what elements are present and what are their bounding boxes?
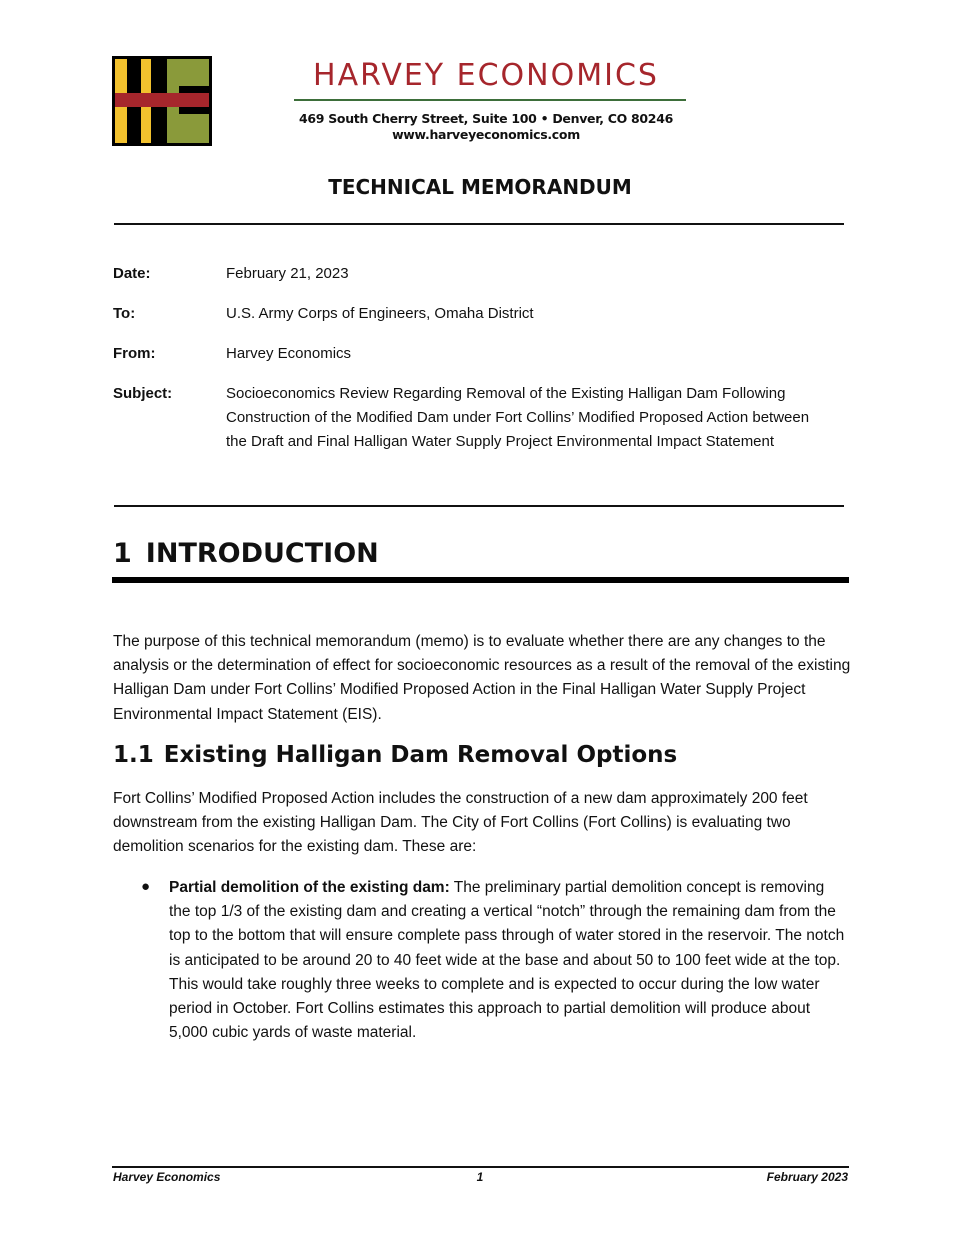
from-value: Harvey Economics — [226, 345, 352, 362]
subsection-heading-dam-removal — [113, 742, 677, 768]
page-number: 1 — [476, 1170, 484, 1184]
memo-title: TECHNICAL MEMORANDUM — [328, 175, 632, 199]
subsection-number: 1.1 — [113, 742, 154, 768]
section-rule — [112, 577, 849, 583]
footer-date: February 2023 — [766, 1170, 848, 1184]
company-address: 469 South Cherry Street, Suite 100 • Denver, CO 80246 — [298, 111, 674, 126]
section-number: 1 — [113, 538, 132, 569]
subsection-title: Existing Halligan Dam Removal Options — [163, 742, 678, 768]
subject-label: Subject: — [113, 385, 173, 402]
footer-company: Harvey Economics — [113, 1170, 221, 1184]
company-website: www.harveyeconomics.com — [392, 127, 580, 142]
section-heading-introduction — [113, 538, 379, 569]
to-label: To: — [113, 305, 136, 322]
dam-removal-paragraph: Fort Collins’ Modified Proposed Action includes the construction of a new dam approximately 200 feet downstream from the existing Halligan Dam. The City of Fort Collins (Fort Collins) is evaluating two demolition scenarios for the existing dam. These are: — [113, 790, 808, 856]
to-value: U.S. Army Corps of Engineers, Omaha District — [226, 305, 534, 322]
date-label: Date: — [113, 265, 151, 282]
bullet-lead: Partial demolition of the existing dam: — [169, 879, 450, 896]
letterhead-rule — [294, 99, 686, 101]
subject-value: Socioeconomics Review Regarding Removal of the Existing Halligan Dam Following Construction of the Modified Dam under Fort Collins’ Modified Proposed Action between the Draft and Final Halligan Water Supply Project Environmental Impact Statement — [226, 385, 810, 450]
title-rule — [114, 223, 844, 225]
list-item — [169, 876, 849, 1045]
footer-rule — [112, 1166, 849, 1168]
harvey-economics-logo — [112, 56, 212, 146]
header-rule — [114, 505, 844, 507]
introduction-paragraph: The purpose of this technical memorandum (memo) is to evaluate whether there are any changes to the analysis or the determination of effect for socioeconomic resources as a result of the removal of the existing Halligan Dam under Fort Collins’ Modified Proposed Action in the Final Halligan Water Supply Project Environmental Impact Statement (EIS). — [113, 633, 851, 723]
from-label: From: — [113, 345, 156, 362]
date-value: February 21, 2023 — [226, 265, 349, 282]
bullet-body: The preliminary partial demolition concept is removing the top 1/3 of the existing dam and creating a vertical “notch” through the remaining dam from the top to the bottom that will ensure complete pass through of water stored in the reservoir. The notch is anticipated to be around 20 to 40 feet wide at the base and about 50 to 100 feet wide at the top. This would take roughly three weeks to complete and is expected to occur during the low water period in October. Fort Collins estimates this approach to partial demolition will produce about 5,000 cubic yards of waste material. — [169, 879, 845, 1042]
bullet-marker: ● — [141, 878, 151, 895]
section-title: INTRODUCTION — [145, 538, 379, 569]
company-name: HARVEY ECONOMICS — [313, 58, 659, 93]
